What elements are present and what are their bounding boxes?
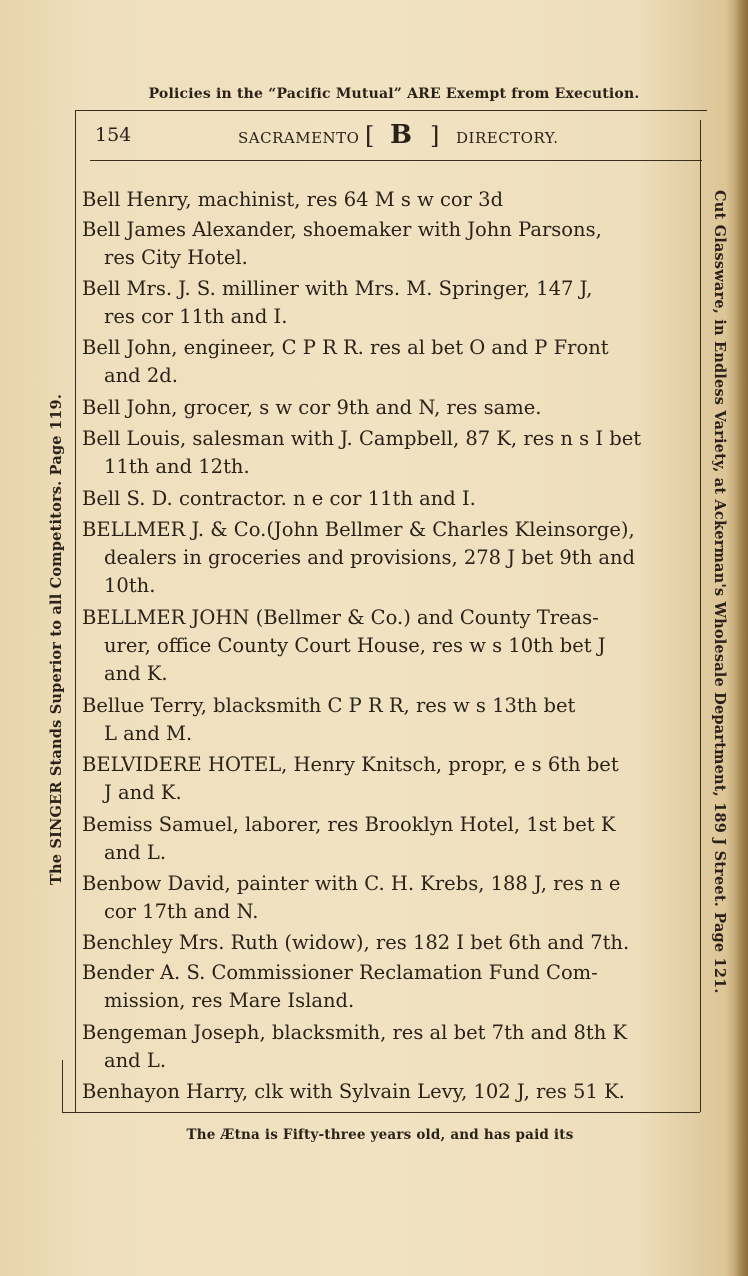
entry-line: Bell Louis, salesman with J. Campbell, 87 K, res n s I bet — [82, 427, 642, 450]
entry-line: Bell James Alexander, shoemaker with John Parsons, — [82, 218, 602, 241]
left-border-line — [75, 110, 76, 1112]
directory-entry — [82, 485, 687, 513]
top-advertisement — [0, 86, 748, 102]
directory-entry — [82, 929, 687, 957]
entry-continuation-line: dealers in groceries and provisions, 278 J bet 9th and — [104, 546, 636, 569]
directory-entry — [82, 216, 687, 272]
bottom-advertisement — [0, 1127, 748, 1143]
entry-continuation-line: urer, office County Court House, res w s 10th bet J — [104, 634, 606, 657]
entry-line: Bengeman Joseph, blacksmith, res al bet 7th and 8th K — [82, 1021, 628, 1044]
entry-line: Bell John, grocer, s w cor 9th and N, res same. — [82, 396, 542, 419]
right-margin-advertisement-text: Cut Glassware, in Endless Variety, at Ackerman's Wholesale Department, 189 J Street. Page 121. — [711, 190, 728, 994]
entry-line: Bell Mrs. J. S. milliner with Mrs. M. Springer, 147 J, — [82, 277, 593, 300]
entry-continuation-line: and L. — [104, 841, 167, 864]
left-margin-advertisement-text: The SINGER Stands Superior to all Competitors. Page 119. — [48, 393, 65, 885]
entry-continuation-line: and L. — [104, 1049, 167, 1072]
book-spine-shadow — [734, 0, 748, 1276]
entry-continuation-line: and K. — [104, 662, 168, 685]
entry-continuation-line: res cor 11th and I. — [104, 305, 288, 328]
directory-entry — [82, 1078, 687, 1106]
entry-line: Bell John, engineer, C P R R. res al bet O and P Front — [82, 336, 609, 359]
entry-line: BELLMER JOHN (Bellmer & Co.) and County Treas- — [82, 606, 599, 629]
entry-continuation-line: mission, res Mare Island. — [104, 989, 355, 1012]
header-city: SACRAMENTO — [238, 129, 360, 147]
directory-entry — [82, 334, 687, 390]
directory-entry — [82, 425, 687, 481]
entry-line: Bell Henry, machinist, res 64 M s w cor 3d — [82, 188, 504, 211]
directory-entry — [82, 275, 687, 331]
entry-line: BELVIDERE HOTEL, Henry Knitsch, propr, e s 6th bet — [82, 753, 619, 776]
entry-continuation-line: res City Hotel. — [104, 246, 248, 269]
directory-entry — [82, 692, 687, 748]
header-close-bracket: ] — [430, 122, 440, 150]
left-border-line-lower — [62, 1060, 63, 1112]
directory-entry — [82, 394, 687, 422]
entry-line: Benhayon Harry, clk with Sylvain Levy, 102 J, res 51 K. — [82, 1080, 625, 1103]
right-border-line — [700, 120, 701, 1112]
top-advertisement-text: Policies in the “Pacific Mutual” ARE Exempt from Execution. — [148, 86, 640, 102]
entry-line: Bender A. S. Commissioner Reclamation Fund Com- — [82, 961, 598, 984]
directory-entry — [82, 811, 687, 867]
bottom-rule — [62, 1112, 700, 1113]
entry-continuation-line: 10th. — [104, 574, 156, 597]
entry-continuation-line: L and M. — [104, 722, 193, 745]
top-rule — [75, 110, 707, 111]
entry-continuation-line: J and K. — [104, 781, 182, 804]
entry-line: Bemiss Samuel, laborer, res Brooklyn Hotel, 1st bet K — [82, 813, 616, 836]
entry-line: Bellue Terry, blacksmith C P R R, res w s 13th bet — [82, 694, 576, 717]
directory-entry — [82, 1019, 687, 1075]
header-section-letter: B — [390, 120, 412, 150]
entry-line: Benchley Mrs. Ruth (widow), res 182 I bet 6th and 7th. — [82, 931, 630, 954]
entry-line: Bell S. D. contractor. n e cor 11th and I. — [82, 487, 476, 510]
directory-entry — [82, 751, 687, 807]
entry-continuation-line: 11th and 12th. — [104, 455, 250, 478]
header-directory: DIRECTORY. — [456, 129, 559, 147]
directory-entry — [82, 604, 687, 688]
entry-continuation-line: cor 17th and N. — [104, 900, 259, 923]
header-rule — [90, 160, 702, 161]
directory-entry — [82, 186, 687, 214]
entry-line: BELLMER J. & Co.(John Bellmer & Charles Kleinsorge), — [82, 518, 635, 541]
bottom-advertisement-text: The Ætna is Fifty-three years old, and has paid its — [186, 1127, 574, 1143]
page-number: 154 — [95, 124, 132, 146]
header-open-bracket: [ — [365, 122, 375, 150]
directory-entry — [82, 959, 687, 1015]
entry-continuation-line: and 2d. — [104, 364, 178, 387]
directory-entry — [82, 516, 687, 600]
entry-line: Benbow David, painter with C. H. Krebs, 188 J, res n e — [82, 872, 621, 895]
directory-entry — [82, 870, 687, 926]
page-header — [90, 120, 702, 154]
